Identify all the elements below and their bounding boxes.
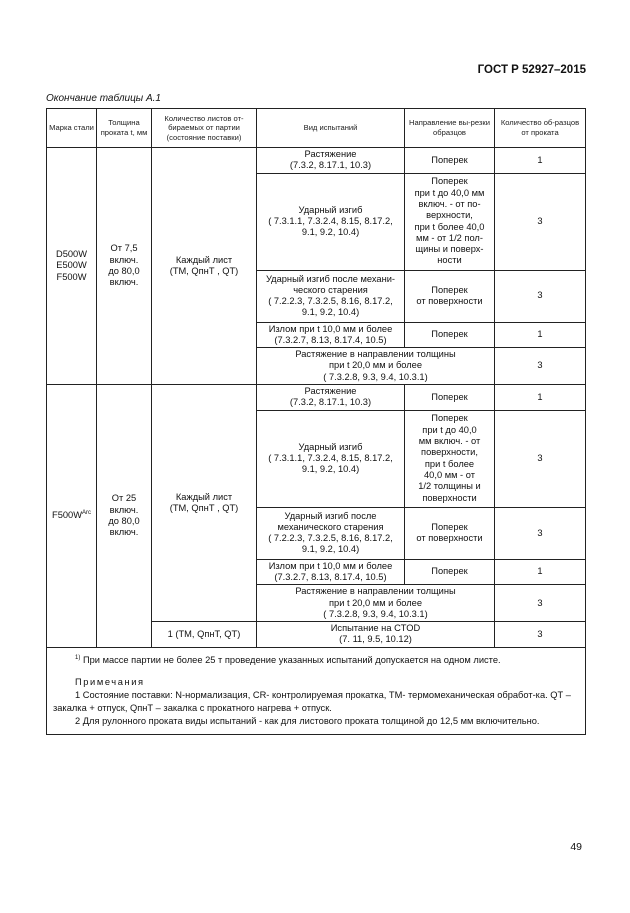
text-line: Растяжение в направлении толщины <box>295 586 456 597</box>
count-cell <box>495 410 586 507</box>
test-cell <box>257 559 405 585</box>
text-line: (7.3.2, 8.17.1, 10.3) <box>289 397 372 408</box>
text-line: ( 7.3.1.1, 7.3.2.4, 8.15, 8.17.2, <box>268 453 393 464</box>
direction-cell <box>405 148 495 174</box>
test-cell <box>257 622 495 648</box>
text-line: включ. <box>109 254 139 265</box>
grade-cell <box>47 148 97 385</box>
notes-row <box>47 647 586 734</box>
text-line: при t до 40,0 <box>422 424 477 435</box>
count-cell <box>495 507 586 559</box>
text-line: 9.1, 9.2, 10.4) <box>301 307 360 318</box>
sheets-cell <box>152 148 257 385</box>
test-cell <box>257 507 405 559</box>
text-line: ( 7.2.2.3, 7.3.2.5, 8.16, 8.17.2, <box>268 533 393 544</box>
test-cell <box>257 585 495 622</box>
test-cell <box>257 410 405 507</box>
count-cell <box>495 385 586 411</box>
count-value: 1 <box>537 566 543 577</box>
page-number: 49 <box>570 841 582 853</box>
text-line: Растяжение в направлении толщины <box>295 349 456 360</box>
text-line: мм включ. - от <box>418 436 481 447</box>
sheets-cell <box>152 385 257 622</box>
text-line: включ. <box>109 277 139 288</box>
count-value: 3 <box>537 360 543 371</box>
count-cell <box>495 622 586 648</box>
text-line: 40,0 мм - от <box>424 469 475 480</box>
direction-cell <box>405 173 495 270</box>
header-test: Вид испытаний <box>303 123 358 133</box>
text-line: (7.3.2, 8.17.1, 10.3) <box>289 160 372 171</box>
text-line: Излом при t 10,0 мм и более <box>268 323 393 334</box>
test-cell <box>257 270 405 322</box>
count-cell <box>495 559 586 585</box>
text-line: (7.3.2.7, 8.13, 8.17.4, 10.5) <box>274 571 387 582</box>
header-grade: Марка стали <box>49 123 94 133</box>
text-line: при t до 40,0 мм <box>414 187 485 198</box>
text-line: Поперек <box>431 391 468 402</box>
header-sheets: Количество листов от-бираемых от партии (состояние поставки) <box>164 113 244 142</box>
text-line: Растяжение <box>304 386 357 397</box>
direction-cell <box>405 507 495 559</box>
text-line: D500W <box>55 249 87 260</box>
count-cell <box>495 348 586 385</box>
footnote-text: При массе партии не более 25 т проведение указанных испытаний допускается на одном листе. <box>82 654 501 665</box>
footnote-mark: 1) <box>75 654 81 661</box>
text-line: Каждый лист <box>175 254 233 265</box>
text-line: (ТМ, QпнТ , QТ) <box>169 266 239 277</box>
text-line: ( 7.3.2.8, 9.3, 9.4, 10.3.1) <box>323 371 428 382</box>
text-line: Поперек <box>431 566 468 577</box>
text-line: От 7,5 <box>110 243 138 254</box>
text-line: Поперек <box>431 154 468 165</box>
text-line: от поверхности <box>416 296 483 307</box>
text-line: ( 7.3.1.1, 7.3.2.4, 8.15, 8.17.2, <box>268 215 393 226</box>
text-line: (ТМ, QпнТ , QТ) <box>169 503 239 514</box>
text-line: 1/2 толщины и <box>418 481 481 492</box>
count-value: 3 <box>537 527 543 538</box>
text-line: Каждый лист <box>175 491 233 502</box>
text-line: Поперек <box>431 176 468 187</box>
text-line: при t более 40,0 <box>414 221 485 232</box>
grade-cell <box>47 385 97 648</box>
notes-cell <box>47 647 586 734</box>
header-direction: Направление вы-резки образцов <box>409 118 490 137</box>
count-cell <box>495 585 586 622</box>
text-line: Ударный изгиб <box>298 204 363 215</box>
text-line: при t 20,0 мм и более <box>328 597 423 608</box>
text-line: Ударный изгиб <box>298 441 363 452</box>
text-line: до 80,0 <box>108 266 140 277</box>
direction-cell <box>405 385 495 411</box>
test-cell <box>257 173 405 270</box>
text-line: включ. - от по- <box>418 199 481 209</box>
text-line: верхности, <box>426 210 473 221</box>
text-line: при t более <box>424 458 475 469</box>
direction-cell <box>405 410 495 507</box>
direction-cell <box>405 322 495 348</box>
text-line: (7. 11, 9.5, 10.12) <box>339 634 412 645</box>
count-value: 3 <box>537 215 543 226</box>
test-cell <box>257 348 495 385</box>
text-line: механического старения <box>277 521 384 532</box>
count-value: 3 <box>537 453 543 464</box>
header-cell <box>495 109 586 148</box>
table-row <box>47 385 586 411</box>
text-line: Поперек <box>431 413 468 424</box>
grade-label: F500W <box>52 510 82 521</box>
test-table <box>46 108 586 735</box>
text-line: ( 7.3.2.8, 9.3, 9.4, 10.3.1) <box>323 608 428 619</box>
text-line: Поперек <box>431 329 468 340</box>
count-value: 3 <box>537 597 543 608</box>
text-line: поверхности, <box>421 447 478 458</box>
count-cell <box>495 148 586 174</box>
text-line: включ. <box>109 527 139 538</box>
test-cell <box>257 385 405 411</box>
text-line: Растяжение <box>304 149 357 159</box>
document-code: ГОСТ Р 52927–2015 <box>477 64 586 76</box>
text-line: ности <box>437 255 462 266</box>
text-line: от поверхности <box>416 533 483 544</box>
header-cell <box>257 109 405 148</box>
header-row <box>47 109 586 148</box>
text-line: щины и поверх- <box>415 244 484 255</box>
text-line: (7.3.2.7, 8.13, 8.17.4, 10.5) <box>274 334 387 345</box>
count-value: 3 <box>537 290 543 301</box>
header-cell <box>47 109 97 148</box>
thickness-cell <box>97 148 152 385</box>
sheets-value: 1 (ТМ, QпнТ, QТ) <box>167 628 241 639</box>
test-cell <box>257 322 405 348</box>
direction-cell <box>405 559 495 585</box>
count-value: 1 <box>537 329 543 340</box>
text-line: Поперек <box>431 521 468 532</box>
text-line: 9.1, 9.2, 10.4) <box>301 544 360 555</box>
text-line: Испытание на CTOD <box>330 623 421 634</box>
text-line: 9.1, 9.2, 10.4) <box>301 227 360 238</box>
text-line: Ударный изгиб после механи- <box>265 273 395 284</box>
text-line: ческого старения <box>293 284 368 295</box>
note-item: 1 Состояние поставки: N-нормализация, CR- контролируемая прокатка, ТМ- термомеханическая обработ-ка. QТ – закалка + отпуск, QпнТ – закалка с прокатного нагрева + отпуск. <box>53 689 571 713</box>
count-cell <box>495 173 586 270</box>
text-line: поверхности <box>422 492 477 503</box>
text-line: включ. <box>109 504 139 515</box>
text-line: Поперек <box>431 284 468 295</box>
notes-heading: Примечания <box>75 676 145 687</box>
text-line: ( 7.2.2.3, 7.3.2.5, 8.16, 8.17.2, <box>268 296 393 307</box>
text-line: при t 20,0 мм и более <box>328 360 423 371</box>
header-thickness: Толщина проката t, мм <box>100 118 148 137</box>
grade-superscript: Arc <box>81 510 91 517</box>
count-value: 3 <box>537 628 543 639</box>
header-cell <box>405 109 495 148</box>
header-count: Количество об-разцов от проката <box>500 118 580 137</box>
count-value: 1 <box>537 154 543 165</box>
text-line: Ударный изгиб после <box>284 510 377 521</box>
text-line: 9.1, 9.2, 10.4) <box>301 464 360 475</box>
text-line: Излом при t 10,0 мм и более <box>268 560 393 571</box>
text-line: F500W <box>56 271 87 282</box>
text-line: E500W <box>56 260 87 271</box>
table-caption: Окончание таблицы А.1 <box>46 93 161 104</box>
count-cell <box>495 270 586 322</box>
header-cell <box>97 109 152 148</box>
note-item: 2 Для рулонного проката виды испытаний - как для листового проката толщиной до 12,5 мм включительно. <box>75 715 540 726</box>
thickness-cell <box>97 385 152 648</box>
test-cell <box>257 148 405 174</box>
footnote <box>75 654 579 667</box>
sheets-cell <box>152 622 257 648</box>
direction-cell <box>405 270 495 322</box>
count-value: 1 <box>537 391 543 402</box>
text-line: От 25 <box>111 493 137 504</box>
table-row <box>47 148 586 174</box>
text-line: до 80,0 <box>108 515 140 526</box>
header-cell <box>152 109 257 148</box>
count-cell <box>495 322 586 348</box>
text-line: мм - от 1/2 пол- <box>416 232 483 243</box>
